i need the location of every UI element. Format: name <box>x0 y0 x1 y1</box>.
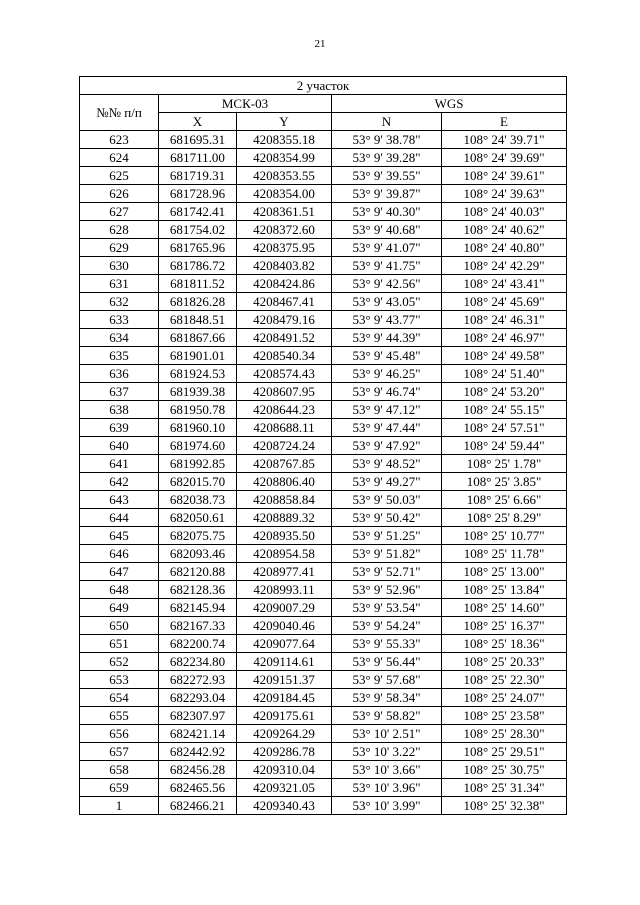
point-number-cell: 623 <box>80 131 159 149</box>
number-column-header: №№ п/п <box>80 95 159 131</box>
x-cell: 682120.88 <box>159 563 237 581</box>
coordinates-table <box>79 76 567 815</box>
e-cell: 108° 25' 29.51" <box>442 743 567 761</box>
point-number-cell: 642 <box>80 473 159 491</box>
x-cell: 681811.52 <box>159 275 237 293</box>
y-cell: 4208858.84 <box>237 491 332 509</box>
x-cell: 681765.96 <box>159 239 237 257</box>
x-cell: 681742.41 <box>159 203 237 221</box>
n-cell: 53° 9' 47.44" <box>332 419 442 437</box>
x-cell: 681867.66 <box>159 329 237 347</box>
n-cell: 53° 9' 50.03" <box>332 491 442 509</box>
table-row <box>80 527 567 545</box>
e-cell: 108° 25' 31.34" <box>442 779 567 797</box>
n-cell: 53° 9' 54.24" <box>332 617 442 635</box>
y-cell: 4208688.11 <box>237 419 332 437</box>
e-cell: 108° 24' 45.69" <box>442 293 567 311</box>
point-number-cell: 627 <box>80 203 159 221</box>
e-cell: 108° 24' 39.63" <box>442 185 567 203</box>
point-number-cell: 639 <box>80 419 159 437</box>
point-number-cell: 641 <box>80 455 159 473</box>
x-cell: 682015.70 <box>159 473 237 491</box>
e-cell: 108° 25' 32.38" <box>442 797 567 815</box>
table-row <box>80 293 567 311</box>
n-cell: 53° 9' 39.87" <box>332 185 442 203</box>
point-number-cell: 633 <box>80 311 159 329</box>
e-cell: 108° 24' 55.15" <box>442 401 567 419</box>
y-cell: 4208491.52 <box>237 329 332 347</box>
y-cell: 4208353.55 <box>237 167 332 185</box>
point-number-cell: 649 <box>80 599 159 617</box>
x-cell: 682234.80 <box>159 653 237 671</box>
y-cell: 4208403.82 <box>237 257 332 275</box>
x-cell: 682293.04 <box>159 689 237 707</box>
point-number-cell: 635 <box>80 347 159 365</box>
e-cell: 108° 24' 39.69" <box>442 149 567 167</box>
e-cell: 108° 25' 23.58" <box>442 707 567 725</box>
y-cell: 4208806.40 <box>237 473 332 491</box>
x-cell: 681992.85 <box>159 455 237 473</box>
n-column-header: N <box>332 113 442 131</box>
point-number-cell: 652 <box>80 653 159 671</box>
x-cell: 682200.74 <box>159 635 237 653</box>
table-row <box>80 455 567 473</box>
table-row <box>80 419 567 437</box>
x-cell: 681924.53 <box>159 365 237 383</box>
point-number-cell: 645 <box>80 527 159 545</box>
y-cell: 4209077.64 <box>237 635 332 653</box>
y-cell: 4208375.95 <box>237 239 332 257</box>
point-number-cell: 634 <box>80 329 159 347</box>
table-row <box>80 311 567 329</box>
point-number-cell: 650 <box>80 617 159 635</box>
n-cell: 53° 9' 43.77" <box>332 311 442 329</box>
n-cell: 53° 9' 53.54" <box>332 599 442 617</box>
wgs-group-header: WGS <box>332 95 567 113</box>
y-cell: 4209007.29 <box>237 599 332 617</box>
n-cell: 53° 9' 56.44" <box>332 653 442 671</box>
e-cell: 108° 25' 13.00" <box>442 563 567 581</box>
y-cell: 4208354.99 <box>237 149 332 167</box>
table-row <box>80 779 567 797</box>
n-cell: 53° 9' 45.48" <box>332 347 442 365</box>
e-cell: 108° 24' 40.62" <box>442 221 567 239</box>
y-cell: 4208889.32 <box>237 509 332 527</box>
e-cell: 108° 24' 57.51" <box>442 419 567 437</box>
n-cell: 53° 9' 50.42" <box>332 509 442 527</box>
x-cell: 681728.96 <box>159 185 237 203</box>
point-number-cell: 653 <box>80 671 159 689</box>
e-cell: 108° 24' 46.31" <box>442 311 567 329</box>
point-number-cell: 630 <box>80 257 159 275</box>
table-row <box>80 653 567 671</box>
y-cell: 4208424.86 <box>237 275 332 293</box>
table-row <box>80 221 567 239</box>
e-cell: 108° 25' 20.33" <box>442 653 567 671</box>
x-cell: 681950.78 <box>159 401 237 419</box>
n-cell: 53° 9' 39.28" <box>332 149 442 167</box>
y-cell: 4209264.29 <box>237 725 332 743</box>
table-row <box>80 275 567 293</box>
e-cell: 108° 25' 18.36" <box>442 635 567 653</box>
point-number-cell: 1 <box>80 797 159 815</box>
y-cell: 4208540.34 <box>237 347 332 365</box>
table-row <box>80 707 567 725</box>
table-row <box>80 491 567 509</box>
x-cell: 681974.60 <box>159 437 237 455</box>
point-number-cell: 655 <box>80 707 159 725</box>
y-cell: 4209321.05 <box>237 779 332 797</box>
e-cell: 108° 25' 16.37" <box>442 617 567 635</box>
e-cell: 108° 24' 43.41" <box>442 275 567 293</box>
y-column-header: Y <box>237 113 332 131</box>
x-cell: 681848.51 <box>159 311 237 329</box>
n-cell: 53° 9' 39.55" <box>332 167 442 185</box>
e-cell: 108° 24' 40.03" <box>442 203 567 221</box>
n-cell: 53° 9' 40.30" <box>332 203 442 221</box>
n-cell: 53° 10' 3.66" <box>332 761 442 779</box>
x-cell: 682307.97 <box>159 707 237 725</box>
x-cell: 681719.31 <box>159 167 237 185</box>
x-cell: 681754.02 <box>159 221 237 239</box>
table-row <box>80 689 567 707</box>
table-row <box>80 239 567 257</box>
y-cell: 4208977.41 <box>237 563 332 581</box>
y-cell: 4208935.50 <box>237 527 332 545</box>
table-row <box>80 437 567 455</box>
e-cell: 108° 24' 40.80" <box>442 239 567 257</box>
x-cell: 681901.01 <box>159 347 237 365</box>
table-row <box>80 149 567 167</box>
x-cell: 681695.31 <box>159 131 237 149</box>
y-cell: 4208361.51 <box>237 203 332 221</box>
point-number-cell: 624 <box>80 149 159 167</box>
point-number-cell: 632 <box>80 293 159 311</box>
table-row <box>80 761 567 779</box>
n-cell: 53° 10' 3.96" <box>332 779 442 797</box>
n-cell: 53° 9' 51.82" <box>332 545 442 563</box>
x-cell: 682128.36 <box>159 581 237 599</box>
point-number-cell: 629 <box>80 239 159 257</box>
x-cell: 682421.14 <box>159 725 237 743</box>
e-cell: 108° 24' 39.71" <box>442 131 567 149</box>
y-cell: 4208954.58 <box>237 545 332 563</box>
n-cell: 53° 9' 47.92" <box>332 437 442 455</box>
y-cell: 4208607.95 <box>237 383 332 401</box>
x-cell: 682272.93 <box>159 671 237 689</box>
y-cell: 4209175.61 <box>237 707 332 725</box>
e-cell: 108° 25' 24.07" <box>442 689 567 707</box>
e-cell: 108° 24' 46.97" <box>442 329 567 347</box>
e-cell: 108° 25' 3.85" <box>442 473 567 491</box>
e-cell: 108° 24' 59.44" <box>442 437 567 455</box>
x-cell: 682038.73 <box>159 491 237 509</box>
e-cell: 108° 24' 51.40" <box>442 365 567 383</box>
table-row <box>80 383 567 401</box>
point-number-cell: 638 <box>80 401 159 419</box>
table-row <box>80 635 567 653</box>
n-cell: 53° 9' 58.82" <box>332 707 442 725</box>
y-cell: 4208354.00 <box>237 185 332 203</box>
y-cell: 4209184.45 <box>237 689 332 707</box>
y-cell: 4208767.85 <box>237 455 332 473</box>
y-cell: 4208644.23 <box>237 401 332 419</box>
table-row <box>80 509 567 527</box>
n-cell: 53° 9' 57.68" <box>332 671 442 689</box>
x-cell: 682442.92 <box>159 743 237 761</box>
x-cell: 682145.94 <box>159 599 237 617</box>
y-cell: 4208355.18 <box>237 131 332 149</box>
n-cell: 53° 10' 3.22" <box>332 743 442 761</box>
n-cell: 53° 9' 40.68" <box>332 221 442 239</box>
n-cell: 53° 9' 41.75" <box>332 257 442 275</box>
y-cell: 4208574.43 <box>237 365 332 383</box>
e-cell: 108° 25' 1.78" <box>442 455 567 473</box>
y-cell: 4209040.46 <box>237 617 332 635</box>
table-row <box>80 743 567 761</box>
point-number-cell: 636 <box>80 365 159 383</box>
table-row <box>80 617 567 635</box>
e-cell: 108° 25' 14.60" <box>442 599 567 617</box>
msk-group-header: МСК-03 <box>159 95 332 113</box>
n-cell: 53° 9' 52.96" <box>332 581 442 599</box>
point-number-cell: 644 <box>80 509 159 527</box>
point-number-cell: 631 <box>80 275 159 293</box>
n-cell: 53° 9' 49.27" <box>332 473 442 491</box>
point-number-cell: 640 <box>80 437 159 455</box>
x-cell: 682167.33 <box>159 617 237 635</box>
x-cell: 681960.10 <box>159 419 237 437</box>
n-cell: 53° 10' 3.99" <box>332 797 442 815</box>
page-number: 21 <box>314 38 326 50</box>
table-row <box>80 563 567 581</box>
e-column-header: E <box>442 113 567 131</box>
n-cell: 53° 9' 52.71" <box>332 563 442 581</box>
table-row <box>80 545 567 563</box>
x-cell: 682093.46 <box>159 545 237 563</box>
point-number-cell: 628 <box>80 221 159 239</box>
table-row <box>80 599 567 617</box>
y-cell: 4209114.61 <box>237 653 332 671</box>
table-body <box>80 131 567 815</box>
point-number-cell: 637 <box>80 383 159 401</box>
point-number-cell: 626 <box>80 185 159 203</box>
y-cell: 4209286.78 <box>237 743 332 761</box>
table-row <box>80 797 567 815</box>
y-cell: 4208993.11 <box>237 581 332 599</box>
x-column-header: X <box>159 113 237 131</box>
x-cell: 682050.61 <box>159 509 237 527</box>
n-cell: 53° 9' 55.33" <box>332 635 442 653</box>
point-number-cell: 648 <box>80 581 159 599</box>
section-title: 2 участок <box>80 77 567 95</box>
point-number-cell: 656 <box>80 725 159 743</box>
table-row <box>80 671 567 689</box>
e-cell: 108° 24' 53.20" <box>442 383 567 401</box>
table-row <box>80 185 567 203</box>
n-cell: 53° 9' 47.12" <box>332 401 442 419</box>
x-cell: 681826.28 <box>159 293 237 311</box>
y-cell: 4208724.24 <box>237 437 332 455</box>
point-number-cell: 646 <box>80 545 159 563</box>
point-number-cell: 647 <box>80 563 159 581</box>
e-cell: 108° 25' 28.30" <box>442 725 567 743</box>
e-cell: 108° 24' 39.61" <box>442 167 567 185</box>
table-row <box>80 257 567 275</box>
x-cell: 681711.00 <box>159 149 237 167</box>
n-cell: 53° 9' 42.56" <box>332 275 442 293</box>
n-cell: 53° 9' 51.25" <box>332 527 442 545</box>
point-number-cell: 643 <box>80 491 159 509</box>
x-cell: 682466.21 <box>159 797 237 815</box>
n-cell: 53° 10' 2.51" <box>332 725 442 743</box>
n-cell: 53° 9' 48.52" <box>332 455 442 473</box>
y-cell: 4208479.16 <box>237 311 332 329</box>
table-row <box>80 347 567 365</box>
e-cell: 108° 25' 30.75" <box>442 761 567 779</box>
e-cell: 108° 25' 8.29" <box>442 509 567 527</box>
e-cell: 108° 25' 22.30" <box>442 671 567 689</box>
x-cell: 682465.56 <box>159 779 237 797</box>
x-cell: 681939.38 <box>159 383 237 401</box>
table-row <box>80 581 567 599</box>
n-cell: 53° 9' 43.05" <box>332 293 442 311</box>
e-cell: 108° 25' 10.77" <box>442 527 567 545</box>
n-cell: 53° 9' 58.34" <box>332 689 442 707</box>
n-cell: 53° 9' 46.25" <box>332 365 442 383</box>
e-cell: 108° 25' 11.78" <box>442 545 567 563</box>
n-cell: 53° 9' 41.07" <box>332 239 442 257</box>
table-row <box>80 725 567 743</box>
table-row <box>80 329 567 347</box>
e-cell: 108° 24' 42.29" <box>442 257 567 275</box>
point-number-cell: 625 <box>80 167 159 185</box>
n-cell: 53° 9' 46.74" <box>332 383 442 401</box>
e-cell: 108° 25' 13.84" <box>442 581 567 599</box>
point-number-cell: 654 <box>80 689 159 707</box>
table-row <box>80 401 567 419</box>
e-cell: 108° 24' 49.58" <box>442 347 567 365</box>
table-row <box>80 167 567 185</box>
y-cell: 4209310.04 <box>237 761 332 779</box>
table-row <box>80 203 567 221</box>
y-cell: 4208467.41 <box>237 293 332 311</box>
point-number-cell: 657 <box>80 743 159 761</box>
table-row <box>80 365 567 383</box>
e-cell: 108° 25' 6.66" <box>442 491 567 509</box>
x-cell: 681786.72 <box>159 257 237 275</box>
point-number-cell: 651 <box>80 635 159 653</box>
table-row <box>80 473 567 491</box>
table-row <box>80 131 567 149</box>
y-cell: 4208372.60 <box>237 221 332 239</box>
y-cell: 4209340.43 <box>237 797 332 815</box>
n-cell: 53° 9' 44.39" <box>332 329 442 347</box>
y-cell: 4209151.37 <box>237 671 332 689</box>
point-number-cell: 659 <box>80 779 159 797</box>
x-cell: 682456.28 <box>159 761 237 779</box>
x-cell: 682075.75 <box>159 527 237 545</box>
n-cell: 53° 9' 38.78" <box>332 131 442 149</box>
point-number-cell: 658 <box>80 761 159 779</box>
